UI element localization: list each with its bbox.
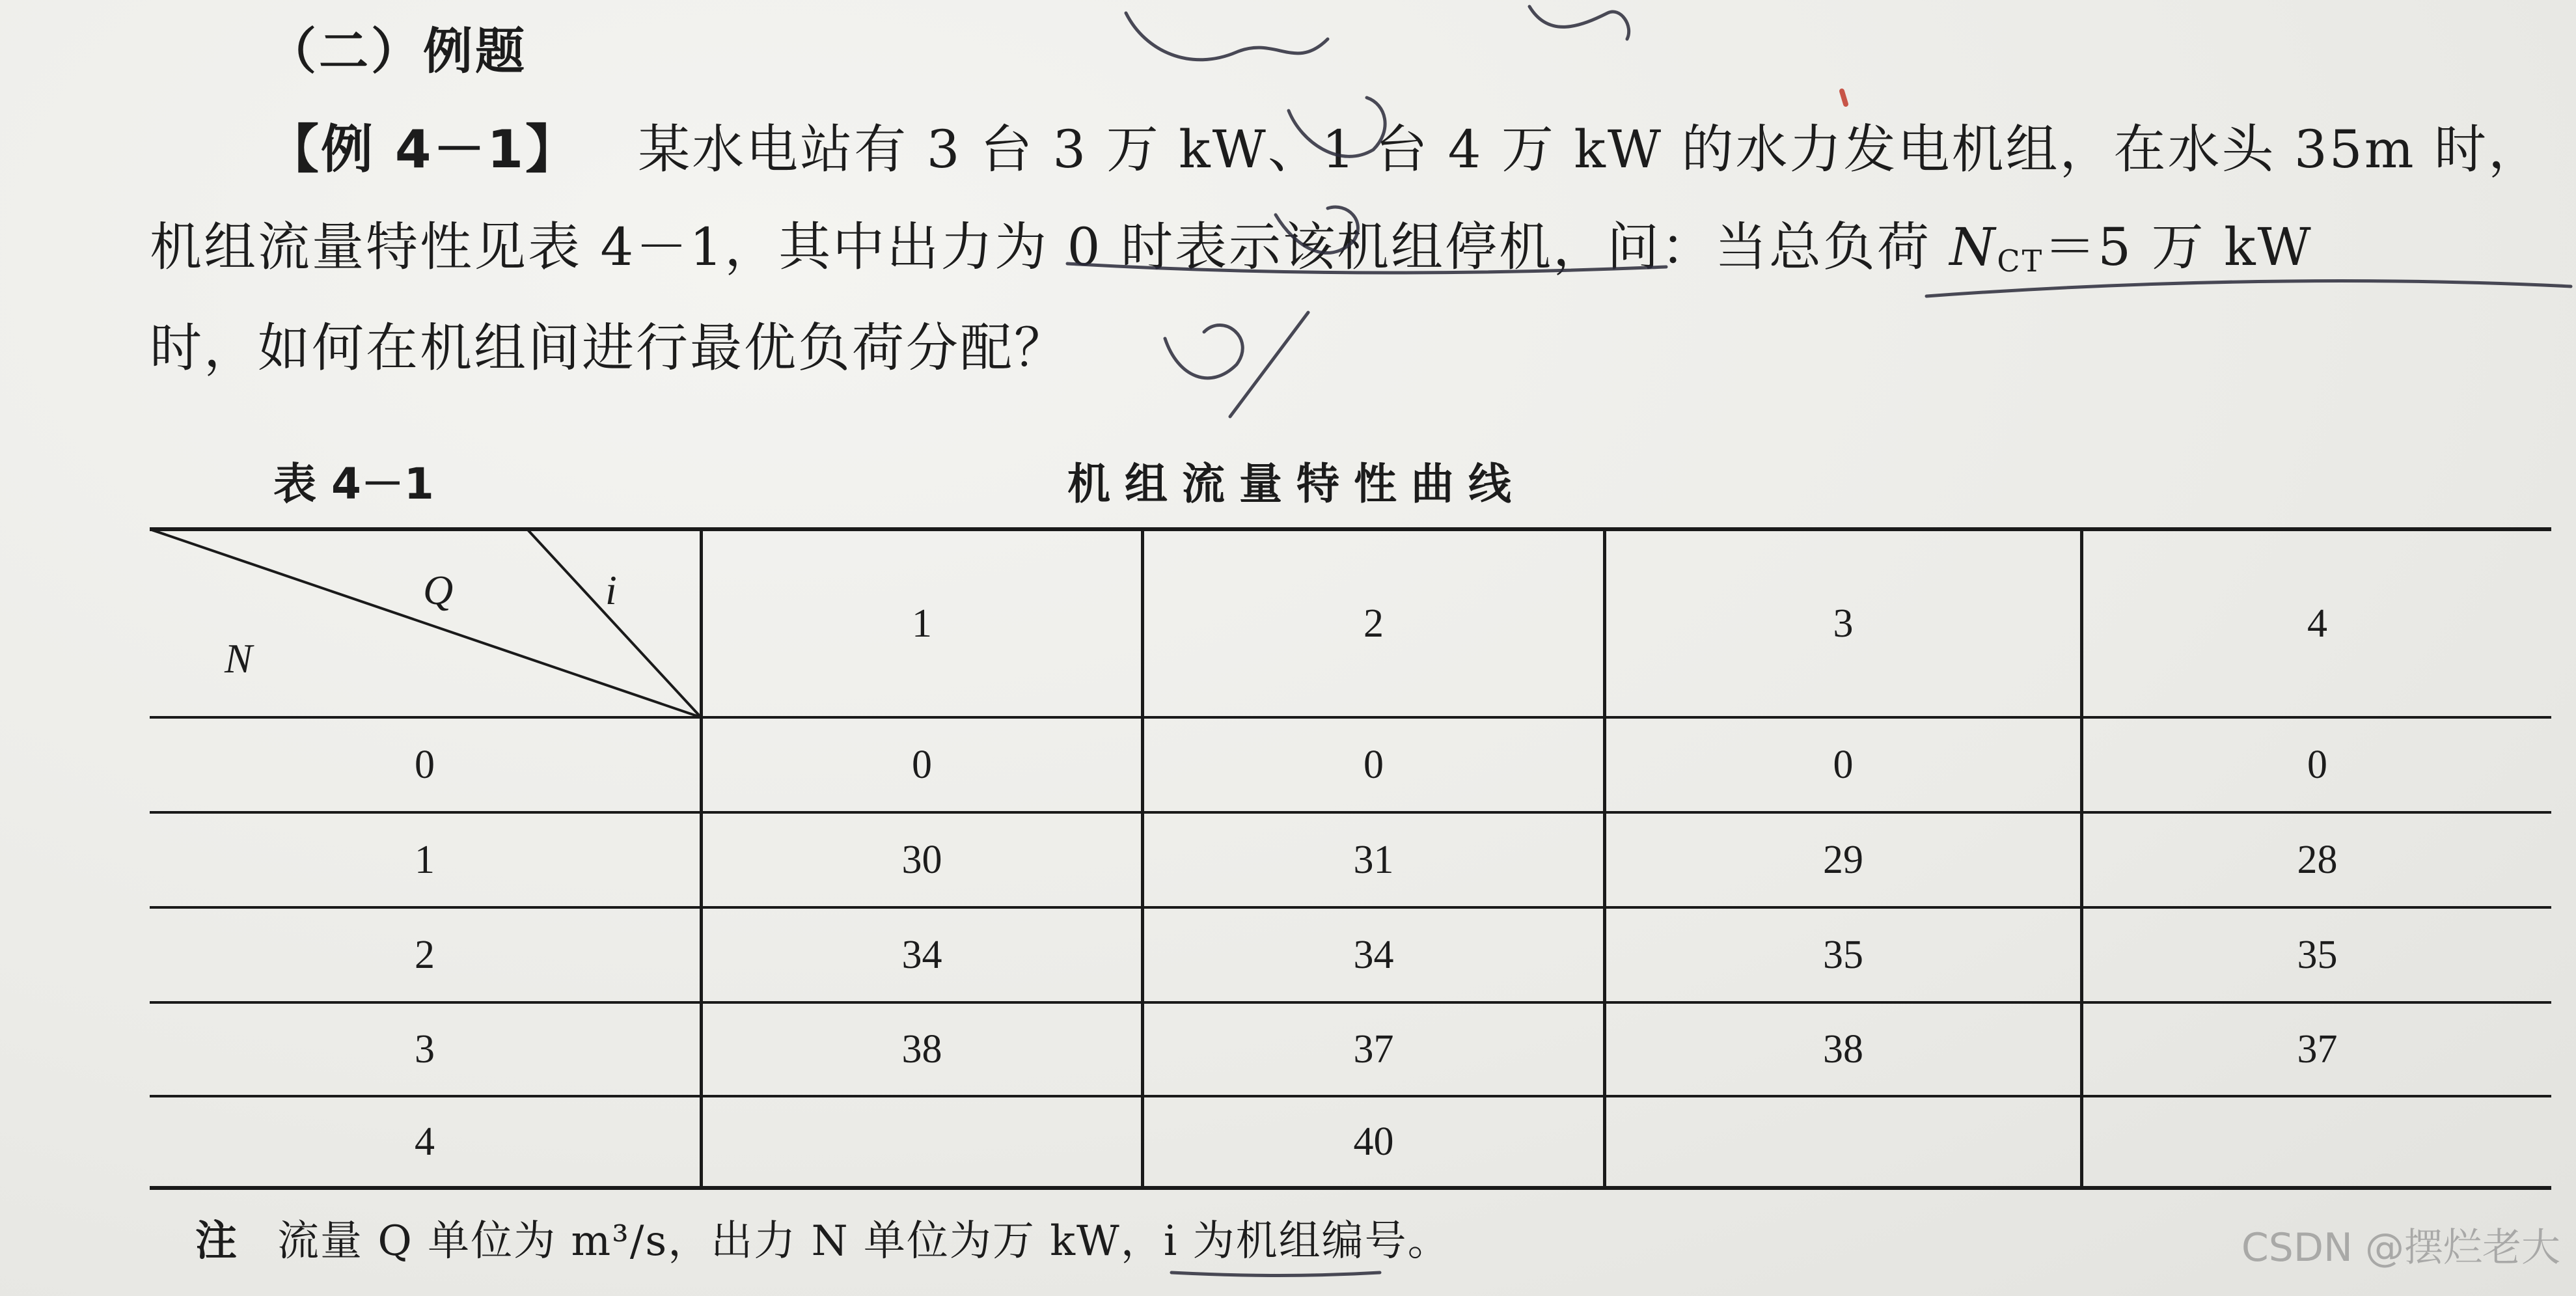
header-i-label: i [605, 567, 617, 613]
row-n-value: 3 [415, 1027, 435, 1071]
header-n-label: N [225, 635, 253, 682]
pen-underline [1926, 281, 2571, 296]
red-pen-tick [1842, 91, 1846, 104]
row-n-value: 0 [415, 742, 435, 787]
table-cell: 40 [1353, 1119, 1394, 1164]
example-label: 【例 4－1】 [267, 119, 580, 180]
problem-text-2b: ＝5 万 kW [2044, 217, 2313, 277]
column-header: 4 [2307, 601, 2327, 646]
table-cell: 0 [2307, 742, 2327, 787]
flow-characteristic-table [150, 527, 2551, 1190]
table-cell: 37 [2297, 1027, 2338, 1071]
table-cell: 35 [1823, 932, 1863, 977]
table-cell: 30 [901, 837, 942, 882]
table-note [195, 1207, 1451, 1267]
table-cell [703, 1097, 1141, 1186]
watermark: CSDN @摆烂老大 [2241, 1225, 2560, 1271]
column-header: 2 [1363, 601, 1384, 646]
load-variable: N [1949, 217, 1997, 277]
table-cell [1606, 1097, 2080, 1186]
problem-line-2 [150, 205, 2545, 280]
note-text: 流量 Q 单位为 m³/s，出力 N 单位为万 kW，i 为机组编号。 [277, 1217, 1451, 1265]
table-cell: 0 [1833, 742, 1854, 787]
table-cell: 34 [901, 932, 942, 977]
table-cell: 35 [2297, 932, 2338, 977]
problem-text-2a: 机组流量特性见表 4－1，其中出力为 0 时表示该机组停机，问：当总负荷 [150, 217, 1950, 277]
problem-line-3: 时，如何在机组间进行最优负荷分配？ [150, 318, 1068, 378]
table-title: 机组流量特性曲线 [1067, 459, 1526, 509]
table-cell: 28 [2297, 837, 2338, 882]
problem-line-1 [267, 107, 2576, 182]
pen-scribble [1126, 13, 1328, 60]
problem-text-1: 某水电站有 3 台 3 万 kW、1 台 4 万 kW 的水力发电机组，在水头 35m 时， [638, 119, 2542, 180]
table-cell: 38 [1823, 1027, 1863, 1071]
table-number: 表 4－1 [273, 459, 434, 509]
note-label: 注 [195, 1217, 238, 1265]
diagonal-header-lines [150, 527, 703, 719]
row-n-value: 2 [415, 932, 435, 977]
pen-underline [1172, 1273, 1380, 1276]
row-n-value: 1 [415, 837, 435, 882]
column-header: 1 [912, 601, 932, 646]
row-n-value: 4 [415, 1119, 435, 1164]
table-cell: 38 [901, 1027, 942, 1071]
table-cell: 31 [1353, 837, 1394, 882]
table-cell [2083, 1097, 2551, 1186]
table-cell: 34 [1353, 932, 1394, 977]
table-cell: 37 [1353, 1027, 1394, 1071]
table-cell: 0 [1363, 742, 1384, 787]
table-cell: 0 [912, 742, 932, 787]
section-title: （二）例题 [267, 22, 527, 80]
load-variable-subscript: CT [1997, 243, 2044, 279]
header-q-label: Q [423, 567, 454, 613]
table-bottom-rule [150, 1186, 2551, 1190]
table-cell: 29 [1823, 837, 1863, 882]
pen-scribble [1529, 7, 1629, 39]
column-header: 3 [1833, 601, 1854, 646]
